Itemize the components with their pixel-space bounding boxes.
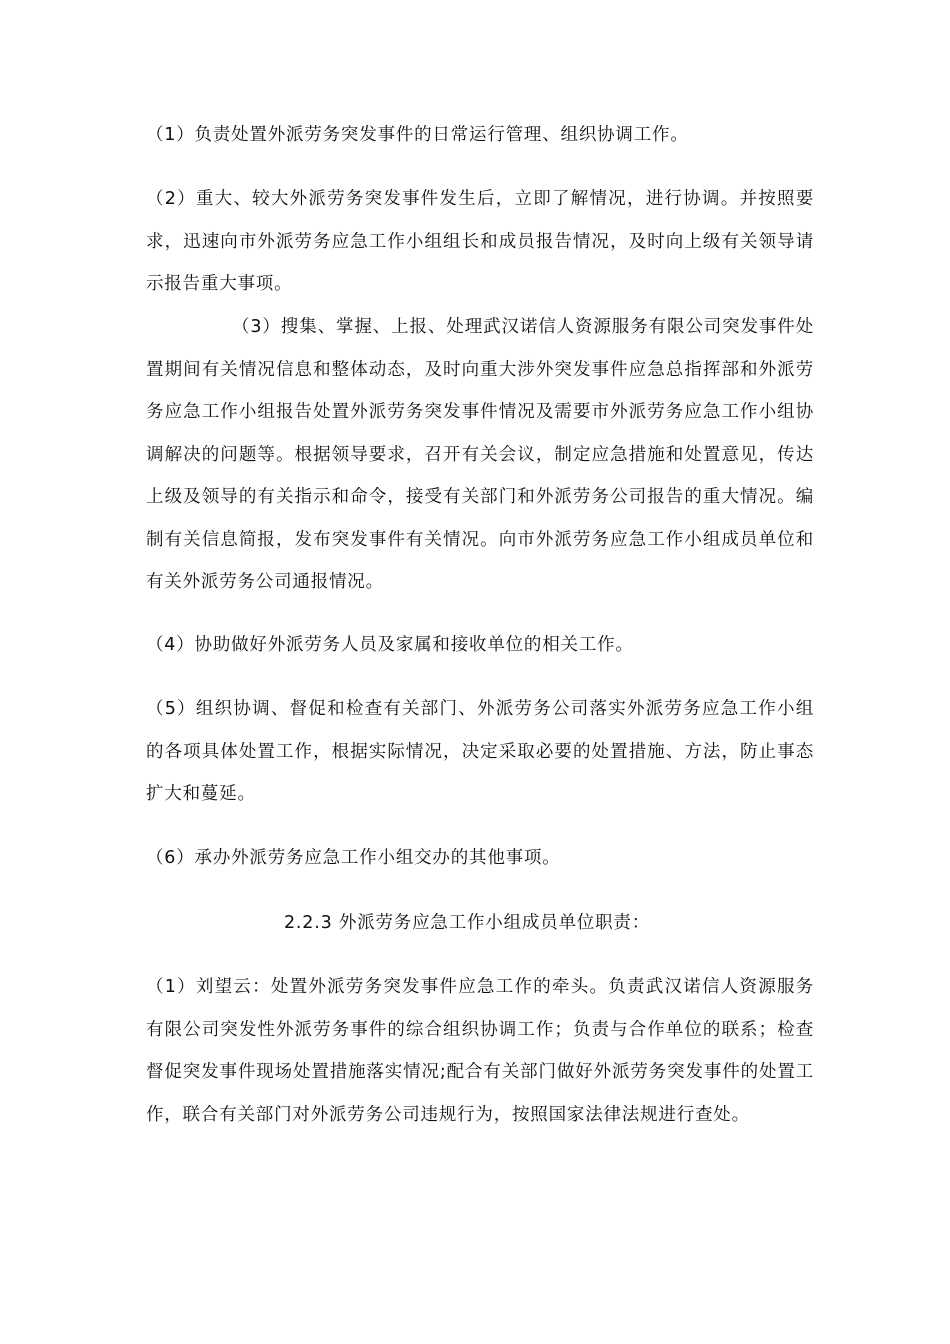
paragraph-4: （4）协助做好外派劳务人员及家属和接收单位的相关工作。 — [146, 635, 634, 655]
paragraph-1: （1）负责处置外派劳务突发事件的日常运行管理、组织协调工作。 — [146, 125, 689, 145]
section-heading — [0, 902, 950, 945]
section-heading-text: 2.2.3 外派劳务应急工作小组成员单位职责： — [284, 913, 650, 933]
paragraph-3: （3）搜集、掌握、上报、处理武汉诺信人资源服务有限公司突发事件处置期间有关情况信息和整体动态，及时向重大涉外突发事件应急总指挥部和外派劳务应急工作小组报告处置外派劳务突发事件情况及需要市外派劳务应急工作小组协调解决的问题等。根据领导要求，召开有关会议，制定应急措施和处置意见，传达上级及领导的有关指示和命令，接受有关部门和外派劳务公司报告的重大情况。编制有关信息简报，发布突发事件有关情况。向市外派劳务应急工作小组成员单位和有关外派劳务公司通报情况。 — [146, 317, 814, 592]
paragraph-6: （6）承办外派劳务应急工作小组交办的其他事项。 — [146, 848, 561, 868]
paragraph-2: （2）重大、较大外派劳务突发事件发生后，立即了解情况，进行协调。并按照要求，迅速向市外派劳务应急工作小组组长和成员报告情况，及时向上级有关领导请示报告重大事项。 — [146, 189, 814, 294]
paragraph-5: （5）组织协调、督促和检查有关部门、外派劳务公司落实外派劳务应急工作小组的各项具体处置工作，根据实际情况，决定采取必要的处置措施、方法，防止事态扩大和蔓延。 — [146, 699, 814, 804]
paragraph-7: （1）刘望云：处置外派劳务突发事件应急工作的牵头。负责武汉诺信人资源服务有限公司突发性外派劳务事件的综合组织协调工作；负责与合作单位的联系；检查督促突发事件现场处置措施落实情况;配合有关部门做好外派劳务突发事件的处置工作，联合有关部门对外派劳务公司违规行为，按照国家法律法规进行查处。 — [146, 977, 814, 1125]
